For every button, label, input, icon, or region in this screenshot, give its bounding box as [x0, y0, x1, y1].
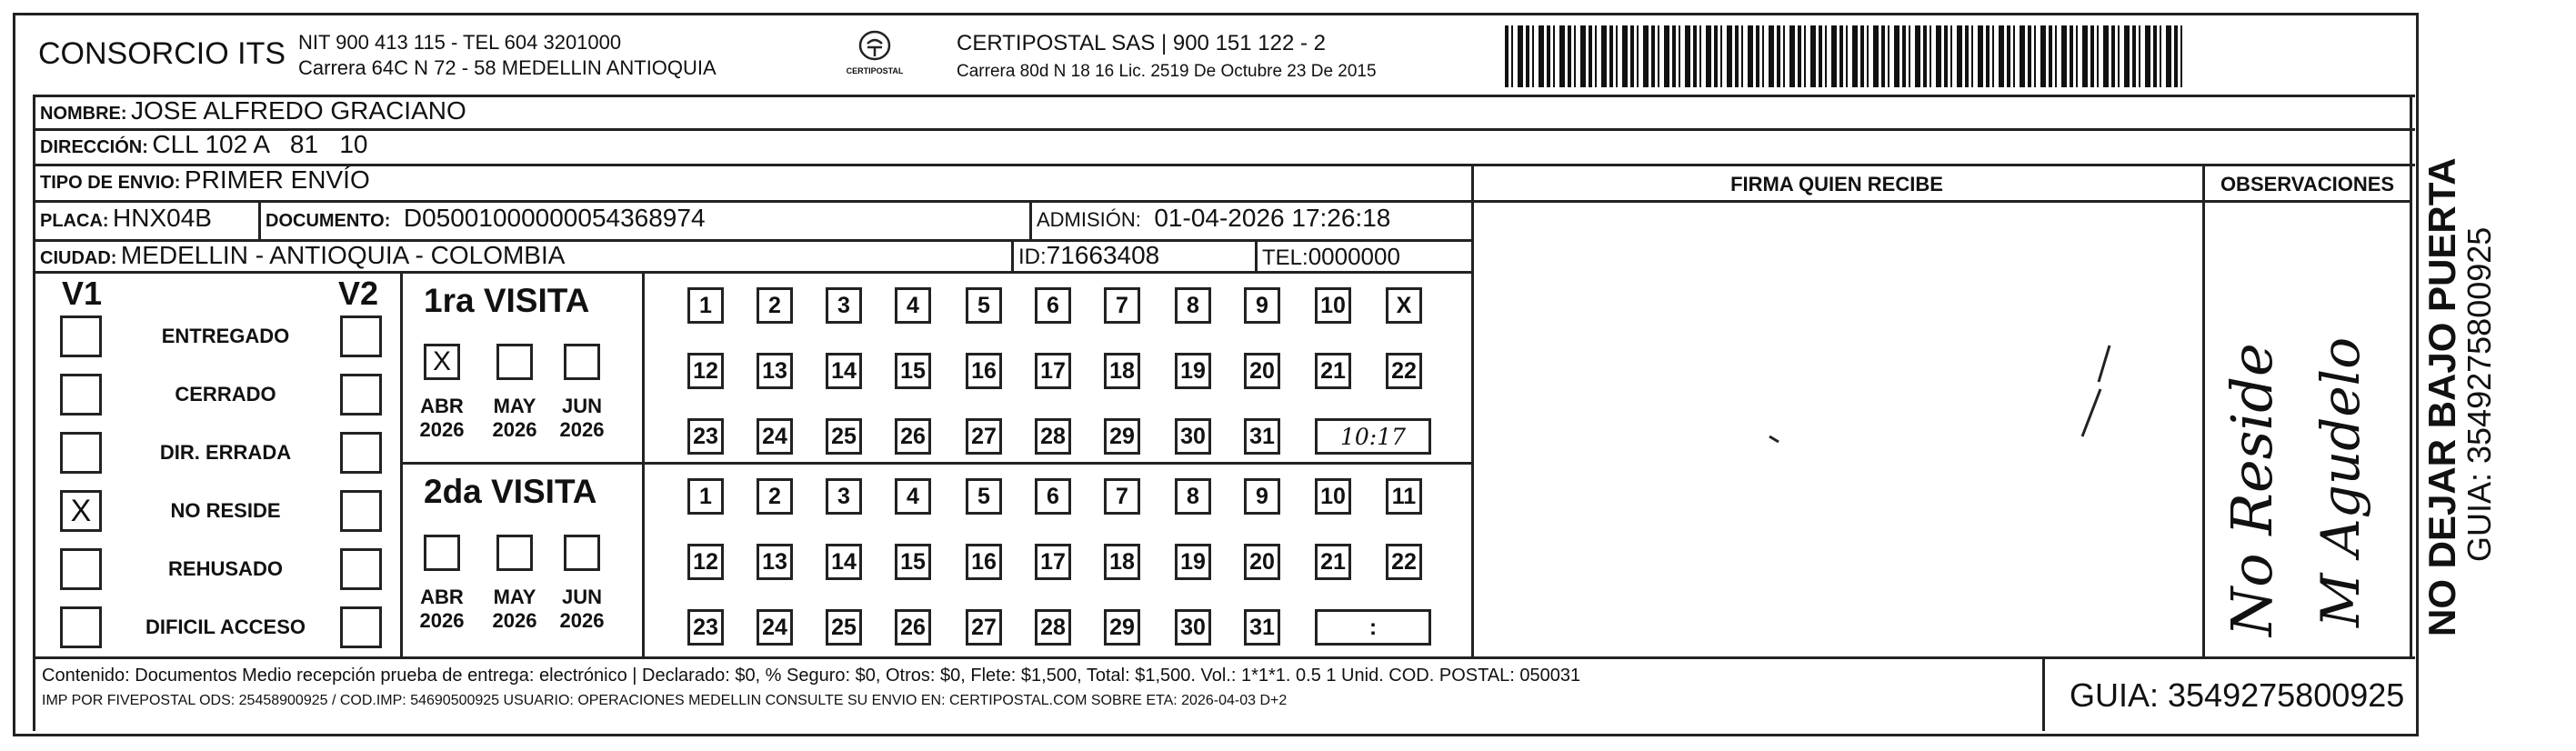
- firma-left-border: [1471, 164, 1474, 658]
- day-box[interactable]: 4: [895, 287, 931, 324]
- day-box[interactable]: 15: [895, 353, 931, 389]
- day-box[interactable]: 20: [1244, 353, 1280, 389]
- month-label: MAY 2026: [492, 586, 537, 632]
- cell-divider: [1011, 239, 1014, 271]
- side-guia: GUIA: 3549275800925: [2461, 226, 2498, 562]
- day-box[interactable]: 24: [757, 609, 793, 646]
- id-value: 71663408: [1046, 241, 1160, 269]
- day-box[interactable]: 17: [1035, 353, 1071, 389]
- day-box[interactable]: 15: [895, 544, 931, 580]
- tel-field: [1262, 243, 1400, 271]
- certipostal-logo-icon: [855, 29, 895, 65]
- cell-divider: [258, 200, 261, 239]
- day-box[interactable]: 26: [895, 609, 931, 646]
- day-box[interactable]: 1: [687, 478, 724, 515]
- cell-divider: [1029, 200, 1032, 239]
- day-box[interactable]: 7: [1104, 478, 1140, 515]
- no-dejar-warning: NO DEJAR BAJO PUERTA: [2421, 157, 2463, 636]
- day-box[interactable]: 4: [895, 478, 931, 515]
- ciudad-value: MEDELLIN - ANTIOQUIA - COLOMBIA: [120, 241, 566, 269]
- day-box[interactable]: 3: [826, 478, 862, 515]
- tipo-envio-field: [40, 165, 370, 195]
- day-box[interactable]: 16: [966, 353, 1002, 389]
- day-box[interactable]: 30: [1175, 418, 1211, 455]
- day-box[interactable]: 21: [1315, 544, 1351, 580]
- firma-header: FIRMA QUIEN RECIBE: [1730, 173, 1943, 195]
- day-box[interactable]: 17: [1035, 544, 1071, 580]
- day-box[interactable]: 21: [1315, 353, 1351, 389]
- month-label: JUN 2026: [559, 395, 605, 441]
- status-option-label: ENTREGADO: [161, 325, 290, 347]
- day-box[interactable]: 1: [687, 287, 724, 324]
- day-box[interactable]: 5: [966, 287, 1002, 324]
- time-field[interactable]: 10:17: [1315, 418, 1431, 455]
- tel-value: 0000000: [1308, 243, 1400, 270]
- day-box[interactable]: 11: [1386, 478, 1422, 515]
- placa-field: [40, 204, 212, 233]
- row-divider: [33, 200, 1471, 203]
- logo-text: CERTIPOSTAL: [846, 66, 904, 75]
- id-label: ID:: [1018, 245, 1047, 269]
- v1-checkbox[interactable]: X: [60, 490, 102, 532]
- v2-checkbox[interactable]: [340, 374, 382, 416]
- status-option-label: CERRADO: [175, 383, 276, 406]
- certipostal-logo: [838, 29, 911, 75]
- day-box[interactable]: 3: [826, 287, 862, 324]
- company-nit: NIT 900 413 115 - TEL 604 3201000: [298, 31, 622, 54]
- status-option-label: DIR. ERRADA: [159, 441, 292, 464]
- v2-header: V2: [338, 275, 379, 312]
- day-box[interactable]: 8: [1175, 287, 1211, 324]
- footer-contenido: Contenido: Documentos Medio recepción prueba de entrega: electrónico | Declarado: $0, % Seguro: $0, Otros: $0, Flete: $1,500, Total: $1,500. Vol.: 1*1*1. 0.5 1 Unid. COD. POSTAL: 050031: [42, 666, 1581, 686]
- month-label: JUN 2026: [559, 586, 605, 632]
- month-label: MAY 2026: [492, 395, 537, 441]
- footer-divider: [2042, 656, 2045, 731]
- day-box[interactable]: 8: [1175, 478, 1211, 515]
- month-label: ABR 2026: [419, 395, 465, 441]
- status-option-label: DIFICIL ACCESO: [145, 616, 306, 638]
- month-checkbox[interactable]: [496, 344, 533, 380]
- v2-checkbox[interactable]: [340, 606, 382, 648]
- row-divider: [1471, 200, 2412, 203]
- day-box[interactable]: 13: [757, 544, 793, 580]
- nombre-label: NOMBRE:: [40, 104, 127, 124]
- tel-label: TEL:: [1262, 245, 1308, 270]
- day-box[interactable]: 23: [687, 418, 724, 455]
- day-box[interactable]: 16: [966, 544, 1002, 580]
- day-box[interactable]: 19: [1175, 353, 1211, 389]
- day-box[interactable]: 9: [1244, 478, 1280, 515]
- v1-checkbox[interactable]: [60, 548, 102, 590]
- day-box[interactable]: 25: [826, 609, 862, 646]
- day-box[interactable]: 13: [757, 353, 793, 389]
- day-box[interactable]: 29: [1104, 418, 1140, 455]
- day-box[interactable]: 10: [1315, 478, 1351, 515]
- v2-checkbox[interactable]: [340, 432, 382, 474]
- month-checkbox[interactable]: [424, 535, 460, 571]
- section-divider: [642, 271, 645, 656]
- day-box[interactable]: 30: [1175, 609, 1211, 646]
- day-box[interactable]: 31: [1244, 418, 1280, 455]
- day-box[interactable]: 25: [826, 418, 862, 455]
- day-box[interactable]: 22: [1386, 353, 1422, 389]
- nombre-value: JOSE ALFREDO GRACIANO: [131, 96, 466, 125]
- footer-divider: [33, 656, 2415, 659]
- v2-checkbox[interactable]: [340, 490, 382, 532]
- v1-header: V1: [62, 275, 103, 312]
- day-box[interactable]: 20: [1244, 544, 1280, 580]
- day-box[interactable]: 28: [1035, 418, 1071, 455]
- day-box[interactable]: 12: [687, 544, 724, 580]
- direccion-label: DIRECCIÓN:: [40, 137, 148, 157]
- barcode: [1505, 25, 2182, 87]
- row-divider: [33, 271, 1471, 274]
- day-box[interactable]: 7: [1104, 287, 1140, 324]
- obs-left-border: [2202, 164, 2205, 658]
- second-visit-title: 2da VISITA: [424, 473, 597, 510]
- v1-checkbox[interactable]: [60, 374, 102, 416]
- first-visit-title: 1ra VISITA: [424, 282, 590, 319]
- left-border: [33, 95, 35, 731]
- day-box[interactable]: 12: [687, 353, 724, 389]
- documento-label: DOCUMENTO:: [266, 211, 391, 231]
- v1-checkbox[interactable]: [60, 315, 102, 357]
- day-box[interactable]: 22: [1386, 544, 1422, 580]
- tipo-envio-label: TIPO DE ENVIO:: [40, 173, 181, 193]
- day-box[interactable]: 6: [1035, 287, 1071, 324]
- status-option-label: REHUSADO: [168, 557, 283, 580]
- month-checkbox[interactable]: [564, 344, 600, 380]
- month-checkbox[interactable]: [496, 535, 533, 571]
- time-field[interactable]: :: [1315, 609, 1431, 646]
- placa-value: HNX04B: [113, 204, 212, 232]
- obs-handwriting-1: No Reside: [2219, 343, 2285, 636]
- company-address: Carrera 64C N 72 - 58 MEDELLIN ANTIOQUIA: [298, 56, 717, 79]
- documento-value: D05001000000054368974: [403, 204, 706, 232]
- day-box[interactable]: 2: [757, 478, 793, 515]
- day-box[interactable]: 28: [1035, 609, 1071, 646]
- v2-checkbox[interactable]: [340, 548, 382, 590]
- row-divider: [33, 128, 2415, 131]
- status-option-label: NO RESIDE: [170, 499, 281, 522]
- admision-label: ADMISIÓN:: [1037, 208, 1141, 231]
- id-field: [1018, 241, 1159, 270]
- company-name: CONSORCIO ITS: [38, 36, 286, 71]
- day-box[interactable]: 18: [1104, 544, 1140, 580]
- day-box[interactable]: 5: [966, 478, 1002, 515]
- v1-checkbox[interactable]: [60, 432, 102, 474]
- month-checkbox[interactable]: [564, 535, 600, 571]
- v2-checkbox[interactable]: [340, 315, 382, 357]
- day-box[interactable]: 19: [1175, 544, 1211, 580]
- obs-handwriting-2: M Agudelo: [2310, 336, 2371, 627]
- day-box[interactable]: 26: [895, 418, 931, 455]
- day-box[interactable]: 31: [1244, 609, 1280, 646]
- placa-label: PLACA:: [40, 211, 109, 231]
- day-box[interactable]: 10: [1315, 287, 1351, 324]
- footer-guia: GUIA: 3549275800925: [2070, 676, 2405, 714]
- observaciones-header: OBSERVACIONES: [2220, 173, 2395, 195]
- license-line: Carrera 80d N 18 16 Lic. 2519 De Octubre 23 De 2015: [957, 62, 1377, 81]
- direccion-field: [40, 130, 368, 159]
- day-box[interactable]: 27: [966, 609, 1002, 646]
- footer-imp: IMP POR FIVEPOSTAL ODS: 25458900925 / COD.IMP: 54690500925 USUARIO: OPERACIONES MEDELLIN CONSULTE SU ENVIO EN: CERTIPOSTAL.COM SOBRE ETA: 2026-04-03 D+2: [42, 693, 1288, 708]
- v1-checkbox[interactable]: [60, 606, 102, 648]
- documento-field: [266, 204, 706, 233]
- right-border: [2410, 95, 2412, 658]
- nombre-field: [40, 96, 466, 125]
- admision-field: [1037, 204, 1390, 233]
- day-box[interactable]: 6: [1035, 478, 1071, 515]
- day-box[interactable]: 2: [757, 287, 793, 324]
- row-divider: [33, 164, 2415, 166]
- day-box[interactable]: 29: [1104, 609, 1140, 646]
- signature-marks: [1728, 327, 2146, 509]
- ciudad-label: CIUDAD:: [40, 248, 117, 268]
- day-box[interactable]: 14: [826, 544, 862, 580]
- admision-value: 01-04-2026 17:26:18: [1154, 204, 1391, 232]
- month-checkbox[interactable]: X: [424, 344, 460, 380]
- carrier-line: CERTIPOSTAL SAS | 900 151 122 - 2: [957, 31, 1326, 55]
- day-box[interactable]: 24: [757, 418, 793, 455]
- ciudad-field: [40, 241, 565, 270]
- tipo-envio-value: PRIMER ENVÍO: [184, 165, 370, 194]
- day-box[interactable]: 18: [1104, 353, 1140, 389]
- day-box[interactable]: 9: [1244, 287, 1280, 324]
- direccion-value: CLL 102 A 81 10: [152, 130, 368, 158]
- cell-divider: [1255, 239, 1258, 271]
- day-box[interactable]: X: [1386, 287, 1422, 324]
- day-box[interactable]: 23: [687, 609, 724, 646]
- month-label: ABR 2026: [419, 586, 465, 632]
- day-box[interactable]: 14: [826, 353, 862, 389]
- visit-divider: [400, 462, 1471, 465]
- day-box[interactable]: 27: [966, 418, 1002, 455]
